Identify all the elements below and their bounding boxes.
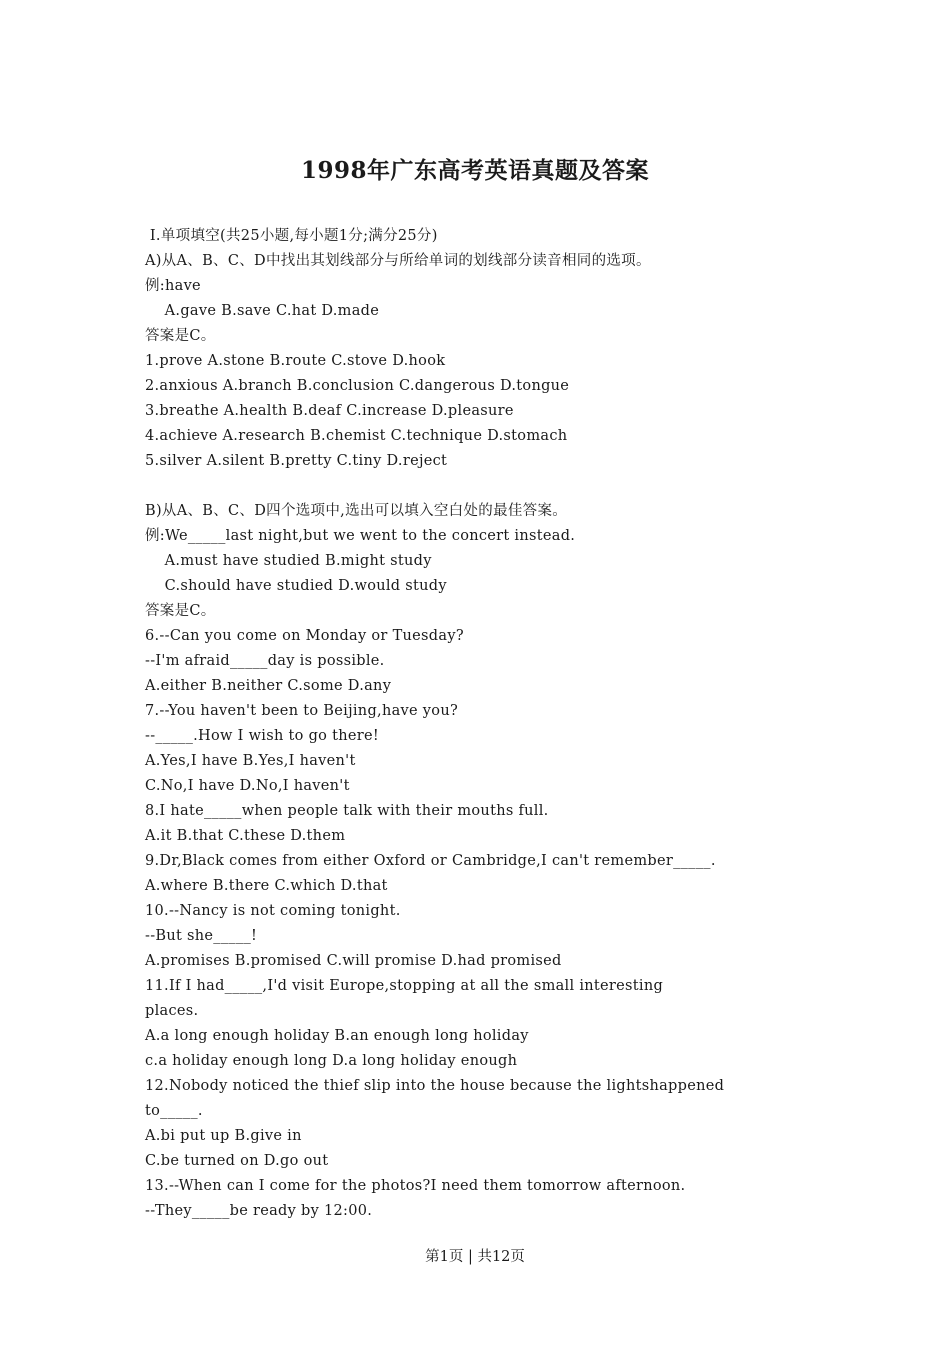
text-line: A.it B.that C.these D.them — [145, 828, 346, 844]
text-line: --_____.How I wish to go there! — [145, 728, 380, 744]
blank-line — [145, 474, 785, 499]
text-line: --But she_____! — [145, 928, 258, 944]
text-line: 答案是C。 — [145, 328, 216, 344]
text-line: A.either B.neither C.some D.any — [145, 678, 392, 694]
text-line: --They_____be ready by 12:00. — [145, 1203, 373, 1219]
text-line: 6.--Can you come on Monday or Tuesday? — [145, 628, 464, 644]
text-line: 5.silver A.silent B.pretty C.tiny D.reject — [145, 453, 448, 469]
text-line: c.a holiday enough long D.a long holiday enough — [145, 1053, 518, 1069]
text-line: 2.anxious A.branch B.conclusion C.dangerous D.tongue — [145, 378, 570, 394]
text-line: 4.achieve A.research B.chemist C.technique D.stomach — [145, 428, 568, 444]
text-line: A.gave B.save C.hat D.made — [145, 303, 380, 319]
text-line: places. — [145, 1003, 199, 1019]
text-line: 9.Dr,Black comes from either Oxford or Cambridge,I can't remember_____. — [145, 853, 716, 869]
text-line: A.a long enough holiday B.an enough long holiday — [145, 1028, 529, 1044]
document-body — [145, 224, 785, 1224]
text-line: 例:We_____last night,but we went to the concert instead. — [145, 528, 576, 544]
text-line: B)从A、B、C、D四个选项中,选出可以填入空白处的最佳答案。 — [145, 503, 568, 519]
text-line: C.should have studied D.would study — [145, 578, 447, 594]
text-line: 8.I hate_____when people talk with their mouths full. — [145, 803, 549, 819]
text-line: 7.--You haven't been to Beijing,have you? — [145, 703, 459, 719]
text-line: C.be turned on D.go out — [145, 1153, 329, 1169]
text-line: 例:have — [145, 278, 201, 294]
page-footer: 第1页 | 共12页 — [425, 1249, 525, 1265]
text-line: A.where B.there C.which D.that — [145, 878, 388, 894]
text-line: 3.breathe A.health B.deaf C.increase D.pleasure — [145, 403, 514, 419]
text-line: --I'm afraid_____day is possible. — [145, 653, 385, 669]
document-title: 1998年广东高考英语真题及答案 — [300, 157, 649, 184]
text-line: C.No,I have D.No,I haven't — [145, 778, 350, 794]
text-line: to_____. — [145, 1103, 203, 1119]
text-line: A.bi put up B.give in — [145, 1128, 302, 1144]
text-line: A)从A、B、C、D中找出其划线部分与所给单词的划线部分读音相同的选项。 — [145, 253, 651, 269]
text-line: Ⅰ.单项填空(共25小题,每小题1分;满分25分) — [145, 228, 438, 244]
text-line: A.promises B.promised C.will promise D.had promised — [145, 953, 562, 969]
text-line: 10.--Nancy is not coming tonight. — [145, 903, 401, 919]
text-line: 1.prove A.stone B.route C.stove D.hook — [145, 353, 446, 369]
text-line: 13.--When can I come for the photos?I need them tomorrow afternoon. — [145, 1178, 686, 1194]
text-line: 12.Nobody noticed the thief slip into the house because the lightshappened — [145, 1078, 725, 1094]
text-line: A.must have studied B.might study — [145, 553, 432, 569]
text-line: 11.If I had_____,I'd visit Europe,stopping at all the small interesting — [145, 978, 664, 994]
text-line: 答案是C。 — [145, 603, 216, 619]
text-line: A.Yes,I have B.Yes,I haven't — [145, 753, 356, 769]
